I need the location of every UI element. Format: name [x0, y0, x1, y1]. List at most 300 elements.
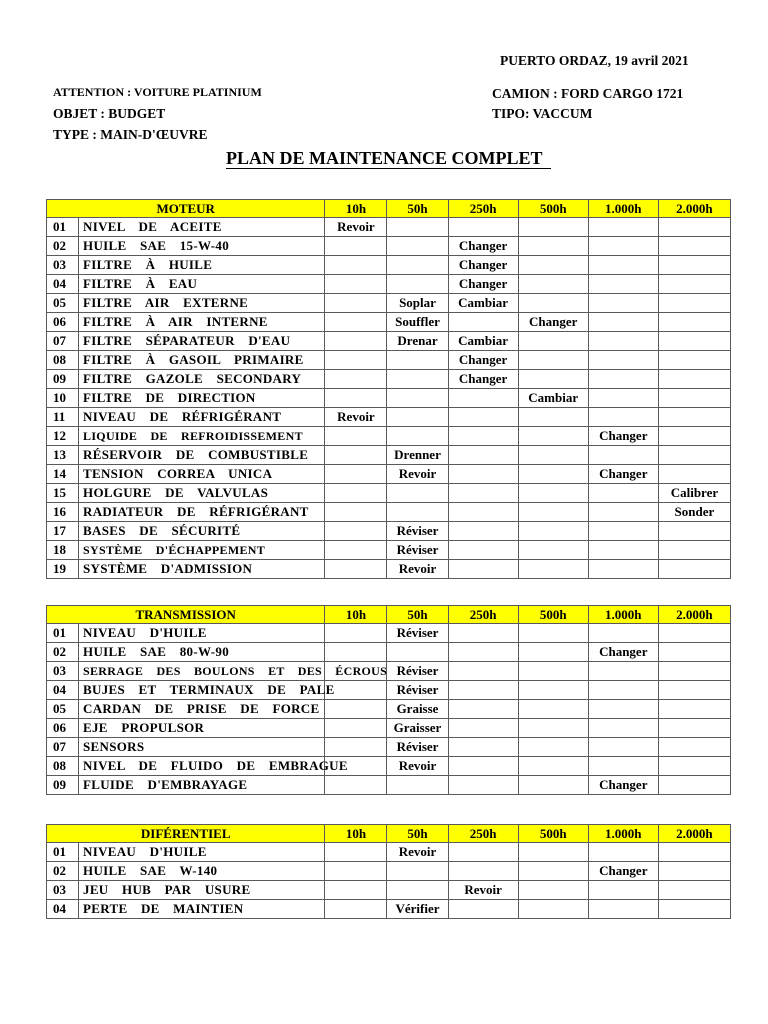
- table-row: [47, 332, 731, 351]
- interval-header: 50h: [387, 606, 448, 624]
- action-cell: [448, 862, 518, 881]
- table-row: [47, 541, 731, 560]
- table-row: [47, 643, 731, 662]
- action-cell: [448, 465, 518, 484]
- action-cell: [658, 681, 730, 700]
- section-name: DIFÉRENTIEL: [47, 825, 325, 843]
- task-name: FILTRE DE DIRECTION: [79, 389, 325, 408]
- task-name: RÉSERVOIR DE COMBUSTIBLE: [79, 446, 325, 465]
- task-name: NIVEAU D'HUILE: [79, 843, 325, 862]
- row-number: 13: [47, 446, 79, 465]
- action-cell: Vérifier: [387, 900, 448, 919]
- row-number: 12: [47, 427, 79, 446]
- table-row: [47, 408, 731, 427]
- action-cell: [588, 662, 658, 681]
- table-row: [47, 700, 731, 719]
- action-cell: [387, 643, 448, 662]
- table-row: [47, 624, 731, 643]
- row-number: 01: [47, 843, 79, 862]
- action-cell: [588, 560, 658, 579]
- row-number: 02: [47, 862, 79, 881]
- action-cell: [658, 700, 730, 719]
- action-cell: [658, 351, 730, 370]
- action-cell: [658, 332, 730, 351]
- action-cell: [588, 624, 658, 643]
- action-cell: [325, 541, 387, 560]
- action-cell: [325, 843, 387, 862]
- action-cell: [448, 484, 518, 503]
- action-cell: [518, 719, 588, 738]
- action-cell: [325, 332, 387, 351]
- table-row: [47, 681, 731, 700]
- task-name: BASES DE SÉCURITÉ: [79, 522, 325, 541]
- action-cell: [588, 408, 658, 427]
- action-cell: [448, 389, 518, 408]
- action-cell: [518, 700, 588, 719]
- action-cell: [325, 351, 387, 370]
- interval-header: 1.000h: [588, 606, 658, 624]
- row-number: 03: [47, 662, 79, 681]
- action-cell: [448, 218, 518, 237]
- section-name: TRANSMISSION: [47, 606, 325, 624]
- row-number: 07: [47, 738, 79, 757]
- interval-header: 500h: [518, 200, 588, 218]
- action-cell: [588, 389, 658, 408]
- action-cell: [448, 560, 518, 579]
- action-cell: [588, 484, 658, 503]
- action-cell: [387, 275, 448, 294]
- action-cell: [518, 370, 588, 389]
- action-cell: [448, 522, 518, 541]
- action-cell: [658, 776, 730, 795]
- action-cell: [658, 218, 730, 237]
- action-cell: [448, 700, 518, 719]
- row-number: 14: [47, 465, 79, 484]
- action-cell: [448, 681, 518, 700]
- table-row: [47, 900, 731, 919]
- table-row: [47, 776, 731, 795]
- action-cell: [658, 624, 730, 643]
- interval-header: 500h: [518, 825, 588, 843]
- task-name: FLUIDE D'EMBRAYAGE: [79, 776, 325, 795]
- row-number: 04: [47, 681, 79, 700]
- action-cell: [658, 881, 730, 900]
- action-cell: Souffler: [387, 313, 448, 332]
- action-cell: [518, 465, 588, 484]
- action-cell: [518, 624, 588, 643]
- action-cell: Changer: [448, 275, 518, 294]
- action-cell: Réviser: [387, 624, 448, 643]
- action-cell: [518, 275, 588, 294]
- transmission-table: [46, 605, 731, 795]
- table-row: [47, 465, 731, 484]
- action-cell: [325, 522, 387, 541]
- row-number: 10: [47, 389, 79, 408]
- action-cell: [325, 256, 387, 275]
- action-cell: Revoir: [387, 465, 448, 484]
- task-name: FILTRE À HUILE: [79, 256, 325, 275]
- section-header-row: [47, 825, 731, 843]
- interval-header: 10h: [325, 825, 387, 843]
- action-cell: [588, 881, 658, 900]
- action-cell: [448, 719, 518, 738]
- table-row: [47, 313, 731, 332]
- action-cell: [588, 681, 658, 700]
- action-cell: [325, 389, 387, 408]
- task-name: EJE PROPULSOR: [79, 719, 325, 738]
- action-cell: [658, 465, 730, 484]
- row-number: 02: [47, 237, 79, 256]
- action-cell: [448, 624, 518, 643]
- row-number: 19: [47, 560, 79, 579]
- action-cell: Réviser: [387, 681, 448, 700]
- action-cell: [325, 624, 387, 643]
- task-name: SENSORS: [79, 738, 325, 757]
- action-cell: Cambiar: [448, 332, 518, 351]
- action-cell: Changer: [518, 313, 588, 332]
- action-cell: [325, 560, 387, 579]
- action-cell: [658, 446, 730, 465]
- row-number: 04: [47, 275, 79, 294]
- table-row: [47, 256, 731, 275]
- action-cell: [658, 275, 730, 294]
- action-cell: [448, 427, 518, 446]
- action-cell: Revoir: [387, 843, 448, 862]
- action-cell: [448, 776, 518, 795]
- action-cell: [448, 900, 518, 919]
- action-cell: [448, 843, 518, 862]
- action-cell: [518, 843, 588, 862]
- action-cell: [325, 294, 387, 313]
- task-name: FILTRE À AIR INTERNE: [79, 313, 325, 332]
- action-cell: [325, 237, 387, 256]
- action-cell: [658, 719, 730, 738]
- action-cell: [325, 465, 387, 484]
- moteur-table: [46, 199, 731, 579]
- row-number: 06: [47, 313, 79, 332]
- action-cell: [325, 738, 387, 757]
- table-row: [47, 275, 731, 294]
- action-cell: [518, 757, 588, 776]
- table-row: [47, 389, 731, 408]
- action-cell: [518, 900, 588, 919]
- action-cell: [658, 389, 730, 408]
- interval-header: 500h: [518, 606, 588, 624]
- row-number: 11: [47, 408, 79, 427]
- row-number: 16: [47, 503, 79, 522]
- table-row: [47, 351, 731, 370]
- action-cell: [658, 256, 730, 275]
- row-number: 06: [47, 719, 79, 738]
- action-cell: Calibrer: [658, 484, 730, 503]
- action-cell: [325, 862, 387, 881]
- action-cell: Drenar: [387, 332, 448, 351]
- row-number: 17: [47, 522, 79, 541]
- action-cell: Revoir: [387, 560, 448, 579]
- action-cell: [518, 862, 588, 881]
- action-cell: Revoir: [448, 881, 518, 900]
- action-cell: [387, 218, 448, 237]
- action-cell: [325, 503, 387, 522]
- task-name: SYSTÈME D'ÉCHAPPEMENT: [79, 541, 325, 560]
- action-cell: [658, 862, 730, 881]
- row-number: 03: [47, 881, 79, 900]
- action-cell: [518, 484, 588, 503]
- interval-header: 1.000h: [588, 200, 658, 218]
- action-cell: [387, 776, 448, 795]
- action-cell: [325, 370, 387, 389]
- action-cell: [518, 643, 588, 662]
- task-name: FILTRE AIR EXTERNE: [79, 294, 325, 313]
- action-cell: Revoir: [325, 218, 387, 237]
- table-row: [47, 560, 731, 579]
- action-cell: Réviser: [387, 738, 448, 757]
- task-name: NIVEL DE ACEITE: [79, 218, 325, 237]
- action-cell: [325, 643, 387, 662]
- task-name: BUJES ET TERMINAUX DE PALE: [79, 681, 325, 700]
- action-cell: [588, 503, 658, 522]
- action-cell: [658, 662, 730, 681]
- action-cell: [518, 408, 588, 427]
- action-cell: [448, 313, 518, 332]
- interval-header: 250h: [448, 200, 518, 218]
- interval-header: 1.000h: [588, 825, 658, 843]
- table-row: [47, 719, 731, 738]
- action-cell: [588, 351, 658, 370]
- action-cell: [658, 370, 730, 389]
- action-cell: Changer: [588, 465, 658, 484]
- action-cell: Soplar: [387, 294, 448, 313]
- action-cell: Cambiar: [448, 294, 518, 313]
- task-name: CARDAN DE PRISE DE FORCE: [79, 700, 325, 719]
- action-cell: [325, 776, 387, 795]
- action-cell: Graisser: [387, 719, 448, 738]
- row-number: 09: [47, 776, 79, 795]
- table-row: [47, 237, 731, 256]
- task-name: RADIATEUR DE RÉFRIGÉRANT: [79, 503, 325, 522]
- row-number: 09: [47, 370, 79, 389]
- action-cell: [448, 446, 518, 465]
- task-name: HUILE SAE 15-W-40: [79, 237, 325, 256]
- action-cell: Réviser: [387, 522, 448, 541]
- row-number: 05: [47, 294, 79, 313]
- action-cell: [448, 503, 518, 522]
- action-cell: [325, 446, 387, 465]
- row-number: 01: [47, 218, 79, 237]
- action-cell: Changer: [448, 351, 518, 370]
- task-name: SERRAGE DES BOULONS ET DES ÉCROUS: [79, 662, 325, 681]
- section-name: MOTEUR: [47, 200, 325, 218]
- action-cell: [518, 738, 588, 757]
- table-row: [47, 218, 731, 237]
- table-row: [47, 503, 731, 522]
- action-cell: [518, 427, 588, 446]
- action-cell: [588, 275, 658, 294]
- action-cell: [518, 256, 588, 275]
- interval-header: 50h: [387, 825, 448, 843]
- table-row: [47, 294, 731, 313]
- action-cell: [588, 738, 658, 757]
- task-name: FILTRE À EAU: [79, 275, 325, 294]
- row-number: 18: [47, 541, 79, 560]
- action-cell: [387, 237, 448, 256]
- row-number: 01: [47, 624, 79, 643]
- camion-line: CAMION : FORD CARGO 1721: [492, 86, 684, 101]
- action-cell: [518, 560, 588, 579]
- action-cell: [448, 738, 518, 757]
- action-cell: [387, 408, 448, 427]
- action-cell: [658, 427, 730, 446]
- task-name: HUILE SAE W-140: [79, 862, 325, 881]
- interval-header: 10h: [325, 606, 387, 624]
- row-number: 08: [47, 351, 79, 370]
- action-cell: [325, 313, 387, 332]
- action-cell: [518, 522, 588, 541]
- action-cell: [325, 700, 387, 719]
- task-name: TENSION CORREA UNICA: [79, 465, 325, 484]
- action-cell: [588, 700, 658, 719]
- interval-header: 2.000h: [658, 200, 730, 218]
- action-cell: [325, 484, 387, 503]
- task-name: PERTE DE MAINTIEN: [79, 900, 325, 919]
- action-cell: [658, 237, 730, 256]
- task-name: SYSTÈME D'ADMISSION: [79, 560, 325, 579]
- action-cell: [518, 503, 588, 522]
- action-cell: [518, 541, 588, 560]
- task-name: FILTRE GAZOLE SECONDARY: [79, 370, 325, 389]
- action-cell: Changer: [588, 427, 658, 446]
- action-cell: [658, 541, 730, 560]
- action-cell: [387, 881, 448, 900]
- task-name: FILTRE À GASOIL PRIMAIRE: [79, 351, 325, 370]
- table-row: [47, 862, 731, 881]
- action-cell: [518, 351, 588, 370]
- action-cell: [518, 662, 588, 681]
- action-cell: [387, 503, 448, 522]
- action-cell: [387, 351, 448, 370]
- task-name: JEU HUB PAR USURE: [79, 881, 325, 900]
- section-header-row: [47, 606, 731, 624]
- action-cell: Changer: [588, 862, 658, 881]
- task-name: NIVEAU DE RÉFRIGÉRANT: [79, 408, 325, 427]
- table-row: [47, 484, 731, 503]
- task-name: HUILE SAE 80-W-90: [79, 643, 325, 662]
- action-cell: [658, 294, 730, 313]
- action-cell: [518, 776, 588, 795]
- action-cell: [448, 757, 518, 776]
- table-row: [47, 522, 731, 541]
- action-cell: [387, 256, 448, 275]
- row-number: 15: [47, 484, 79, 503]
- task-name: NIVEL DE FLUIDO DE EMBRAGUE: [79, 757, 325, 776]
- action-cell: [448, 662, 518, 681]
- action-cell: [588, 237, 658, 256]
- action-cell: [448, 408, 518, 427]
- action-cell: [448, 643, 518, 662]
- action-cell: [588, 446, 658, 465]
- interval-header: 250h: [448, 606, 518, 624]
- action-cell: [588, 719, 658, 738]
- action-cell: [518, 237, 588, 256]
- action-cell: Cambiar: [518, 389, 588, 408]
- row-number: 02: [47, 643, 79, 662]
- objet-line: OBJET : BUDGET: [53, 106, 166, 121]
- place-date: PUERTO ORDAZ, 19 avril 2021: [500, 53, 689, 68]
- differentiel-table: [46, 824, 731, 919]
- action-cell: Revoir: [325, 408, 387, 427]
- interval-header: 50h: [387, 200, 448, 218]
- action-cell: [387, 389, 448, 408]
- action-cell: [518, 881, 588, 900]
- task-name: HOLGURE DE VALVULAS: [79, 484, 325, 503]
- action-cell: [588, 370, 658, 389]
- section-header-row: [47, 200, 731, 218]
- action-cell: [658, 560, 730, 579]
- action-cell: [658, 738, 730, 757]
- action-cell: [588, 522, 658, 541]
- action-cell: Changer: [588, 776, 658, 795]
- attention-line: ATTENTION : VOITURE PLATINIUM: [53, 85, 262, 99]
- action-cell: [387, 862, 448, 881]
- action-cell: Revoir: [387, 757, 448, 776]
- action-cell: Drenner: [387, 446, 448, 465]
- action-cell: Changer: [448, 237, 518, 256]
- document-title: PLAN DE MAINTENANCE COMPLET: [226, 148, 543, 168]
- action-cell: [387, 370, 448, 389]
- row-number: 07: [47, 332, 79, 351]
- action-cell: [518, 294, 588, 313]
- action-cell: [518, 332, 588, 351]
- action-cell: [325, 719, 387, 738]
- action-cell: [588, 900, 658, 919]
- action-cell: [588, 294, 658, 313]
- type-line: TYPE : MAIN-D'ŒUVRE: [53, 127, 208, 142]
- interval-header: 2.000h: [658, 825, 730, 843]
- table-row: [47, 427, 731, 446]
- action-cell: [658, 313, 730, 332]
- task-name: FILTRE SÉPARATEUR D'EAU: [79, 332, 325, 351]
- action-cell: [518, 446, 588, 465]
- table-row: [47, 446, 731, 465]
- action-cell: Graisse: [387, 700, 448, 719]
- table-row: [47, 662, 731, 681]
- action-cell: [588, 843, 658, 862]
- tipo-line: TIPO: VACCUM: [492, 106, 593, 121]
- action-cell: Réviser: [387, 662, 448, 681]
- action-cell: [588, 218, 658, 237]
- action-cell: [448, 541, 518, 560]
- action-cell: Sonder: [658, 503, 730, 522]
- action-cell: [658, 643, 730, 662]
- row-number: 04: [47, 900, 79, 919]
- action-cell: [387, 427, 448, 446]
- action-cell: [387, 484, 448, 503]
- action-cell: [658, 900, 730, 919]
- table-row: [47, 370, 731, 389]
- action-cell: [588, 757, 658, 776]
- task-name: NIVEAU D'HUILE: [79, 624, 325, 643]
- table-row: [47, 757, 731, 776]
- interval-header: 2.000h: [658, 606, 730, 624]
- action-cell: Changer: [448, 370, 518, 389]
- title-underline: [226, 168, 551, 169]
- action-cell: Changer: [448, 256, 518, 275]
- interval-header: 250h: [448, 825, 518, 843]
- action-cell: [588, 541, 658, 560]
- row-number: 05: [47, 700, 79, 719]
- table-row: [47, 881, 731, 900]
- action-cell: [658, 843, 730, 862]
